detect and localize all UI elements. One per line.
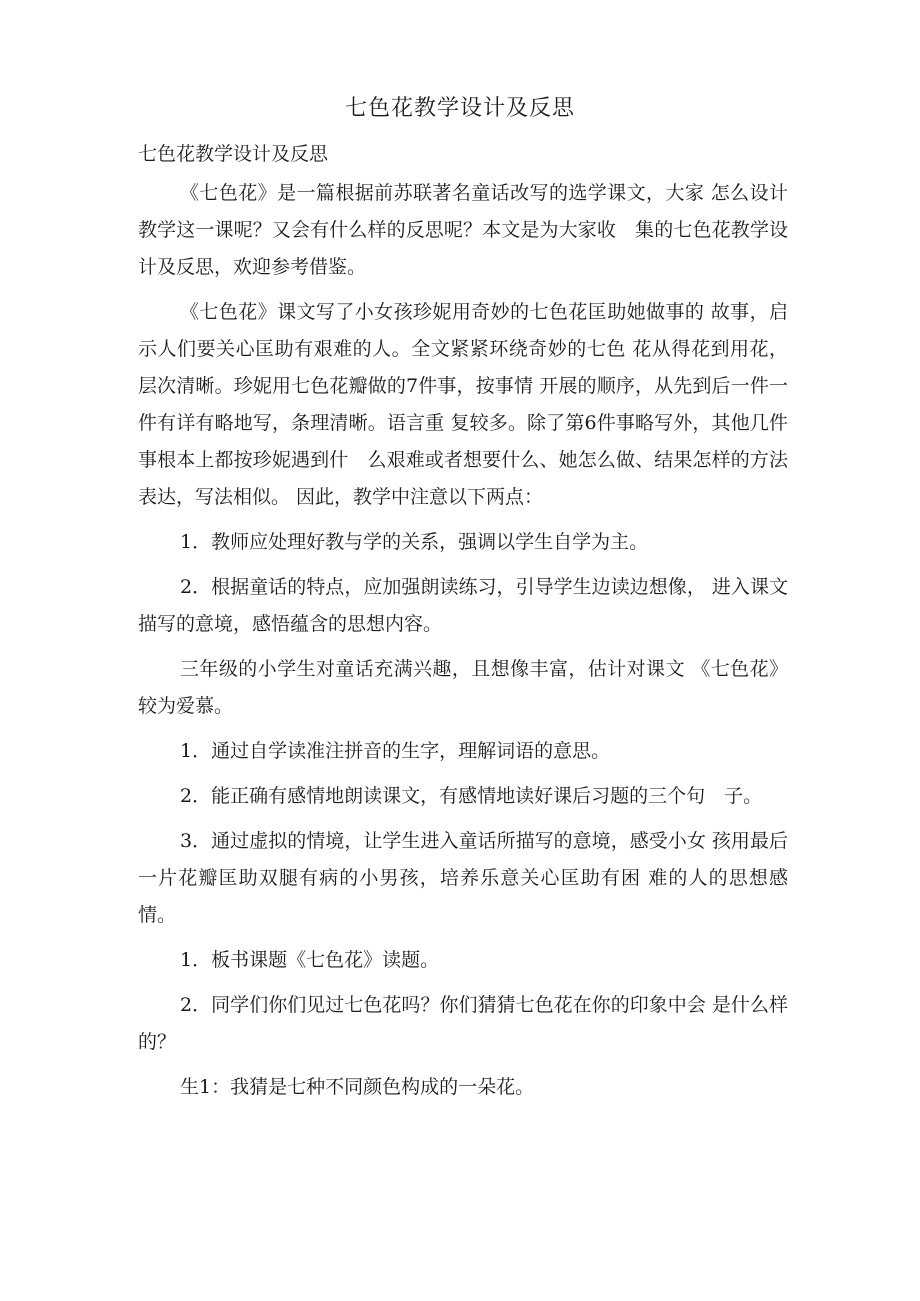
paragraph-student-analysis: 三年级的小学生对童话充满兴趣，且想像丰富，估计对课文 《七色花》较为爱慕。	[138, 658, 788, 717]
document-body	[138, 175, 788, 1114]
paragraph-goal-3: 3．通过虚拟的情境，让学生进入童话所描写的意境，感受小女 孩用最后一片花瓣匡助双腿有病的小男孩，培养乐意关心匡助有困 难的人的思想感情。	[138, 830, 788, 926]
document-subtitle: 七色花教学设计及反思	[138, 143, 329, 165]
paragraph-point-2: 2．根据童话的特点，应加强朗读练习，引导学生边读边想像， 进入课文描写的意境，感悟蕴含的思想内容。	[138, 576, 788, 635]
paragraph-step-1: 1．板书课题《七色花》读题。	[180, 949, 440, 971]
paragraph-point-1: 1．教师应处理好教与学的关系，强调以学生自学为主。	[180, 531, 649, 553]
paragraph-summary: 《七色花》课文写了小女孩珍妮用奇妙的七色花匡助她做事的 故事，启示人们要关心匡助有艰难的人。全文紧紧环绕奇妙的七色 花从得花到用花，层次清晰。珍妮用七色花瓣做的7件事，按事情 开展的顺序，从先到后一件一件有详有略地写，条理清晰。语言重 复较多。除了第6件事略写外，其他几件事根本上都按珍妮遇到什 么艰难或者想要什么、她怎么做、结果怎样的方法表达，写法相似。 因此，教学中注意以下两点：	[138, 301, 788, 508]
paragraph-goal-2: 2．能正确有感情地朗读课文，有感情地读好课后习题的三个句 子。	[180, 785, 763, 807]
paragraph-intro: 《七色花》是一篇根据前苏联著名童话改写的选学课文，大家 怎么设计教学这一课呢？又会有什么样的反思呢？本文是为大家收 集的七色花教学设计及反思，欢迎参考借鉴。	[138, 182, 788, 278]
paragraph-student-answer: 生1：我猜是七种不同颜色构成的一朵花。	[180, 1076, 535, 1098]
paragraph-goal-1: 1．通过自学读准注拼音的生字，理解词语的意思。	[180, 740, 611, 762]
document-title: 七色花教学设计及反思	[344, 96, 575, 121]
paragraph-step-2: 2．同学们你们见过七色花吗？你们猜猜七色花在你的印象中会 是什么样的？	[138, 994, 788, 1053]
